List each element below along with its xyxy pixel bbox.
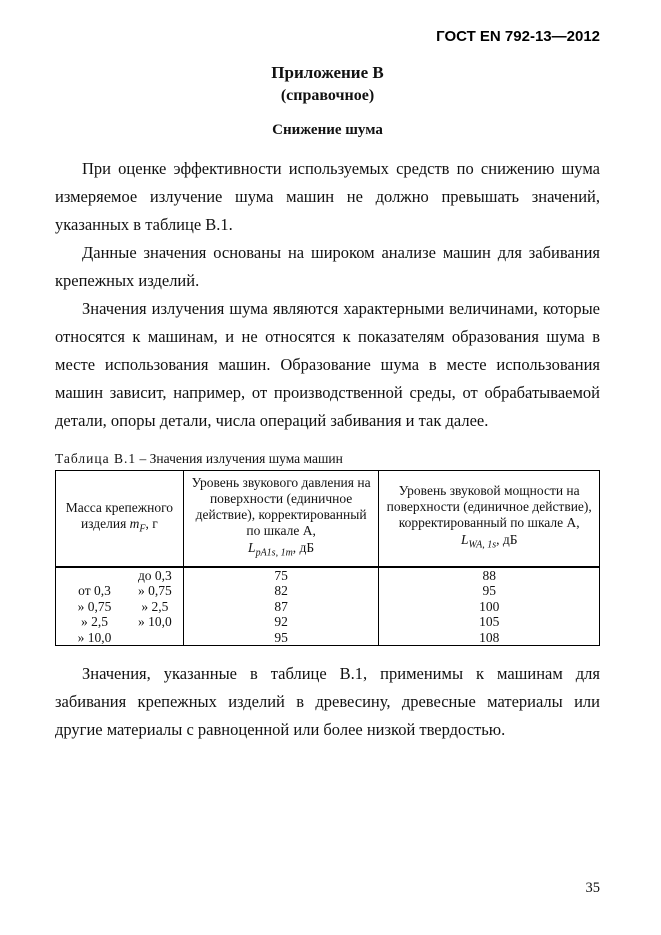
- table-head: [56, 471, 600, 567]
- sound-power-value: 108: [379, 630, 600, 646]
- table-header-row: [56, 471, 600, 567]
- sound-pressure-value: 87: [183, 599, 379, 615]
- mass-range: [60, 583, 179, 599]
- mass-range-cell: [56, 630, 184, 646]
- mass-from: » 2,5: [81, 614, 108, 630]
- mass-symbol: m: [129, 515, 140, 531]
- lpa-symbol: L: [248, 540, 256, 555]
- standard-number-header: ГОСТ EN 792-13—2012: [436, 28, 600, 45]
- mass-range: [60, 630, 179, 646]
- page-content: [55, 62, 600, 744]
- paragraph-3: Значения излучения шума являются характерными величинами, которые относятся к машинам, и не относятся к показателям образования шума в месте использования машин. Образование шума в месте использования машин зависит, например, от производственной среды, от обрабатываемой детали, опоры детали, числа операций забивания и так далее.: [55, 299, 600, 430]
- table-row: [56, 599, 600, 615]
- table-row: [56, 583, 600, 599]
- paragraph-4: Значения, указанные в таблице В.1, применимы к машинам для забивания крепежных изделий в древесину, древесные материалы или другие материалы с равноценной или более низкой твердостью.: [55, 664, 600, 740]
- mass-range-cell: [56, 583, 184, 599]
- column-header-sound-power: [379, 471, 600, 567]
- paragraph-2: Данные значения основаны на широком анализе машин для забивания крепежных изделий.: [55, 243, 600, 290]
- appendix-title: Приложение В: [271, 63, 384, 82]
- mass-from: [60, 568, 117, 584]
- mass-to: [117, 630, 179, 646]
- mass-range: [60, 568, 179, 584]
- table-row: [56, 630, 600, 646]
- mass-symbol-subscript: F: [139, 523, 146, 535]
- sound-pressure-header-text: Уровень звукового давления на поверхности (единичное действие), корректированный по шкале А,: [191, 475, 371, 538]
- mass-from: от 0,3: [78, 583, 111, 599]
- sound-power-value: 88: [379, 567, 600, 584]
- paragraph-1: При оценке эффективности используемых средств по снижению шума измеряемое излучение шума машин не должно превышать значений, указанных в таблице В.1.: [55, 159, 600, 234]
- mass-range-cell: [56, 599, 184, 615]
- sound-pressure-value: 82: [183, 583, 379, 599]
- sound-power-value: 100: [379, 599, 600, 615]
- mass-range: [60, 599, 179, 615]
- mass-from: » 0,75: [77, 598, 112, 614]
- table-body: [56, 567, 600, 646]
- lwa-symbol-subscript: WA, 1s: [468, 539, 497, 551]
- lpa-unit: , дБ: [292, 540, 315, 555]
- sound-power-formula: [384, 532, 594, 554]
- noise-values-table: [55, 470, 600, 646]
- sound-power-value: 95: [379, 583, 600, 599]
- sound-power-value: 105: [379, 614, 600, 630]
- mass-header-text: Масса крепежного изделия: [65, 499, 174, 531]
- lpa-symbol-subscript: pA1s, 1m: [255, 547, 293, 559]
- column-header-mass: [56, 471, 184, 567]
- sound-pressure-formula: [189, 540, 374, 562]
- lwa-symbol: L: [460, 532, 469, 547]
- column-header-sound-pressure: [183, 471, 379, 567]
- table-caption-dash: –: [139, 451, 147, 466]
- mass-to: » 10,0: [138, 614, 172, 630]
- sound-power-header-text: Уровень звуковой мощности на поверхности (единичное действие), корректированный по шкале А,: [386, 483, 592, 530]
- table-caption-label: Таблица В.1: [55, 451, 137, 466]
- mass-from: » 10,0: [77, 629, 112, 645]
- lwa-unit: , дБ: [496, 532, 518, 547]
- table-row: [56, 567, 600, 584]
- table-caption: [55, 451, 600, 467]
- mass-range-cell: [56, 567, 184, 584]
- mass-range-cell: [56, 614, 184, 630]
- mass-range: [60, 614, 179, 630]
- sound-pressure-value: 92: [183, 614, 379, 630]
- table-caption-title: Значения излучения шума машин: [149, 451, 343, 466]
- appendix-subtitle: (справочное): [280, 87, 375, 104]
- sound-pressure-value: 95: [183, 630, 379, 646]
- table-row: [56, 614, 600, 630]
- mass-to: » 2,5: [141, 598, 169, 614]
- sound-pressure-value: 75: [183, 567, 379, 584]
- mass-to: до 0,3: [137, 567, 172, 583]
- mass-to: » 0,75: [138, 583, 172, 599]
- page-number: 35: [585, 880, 600, 896]
- mass-unit: , г: [145, 515, 158, 531]
- section-title: Снижение шума: [272, 122, 383, 138]
